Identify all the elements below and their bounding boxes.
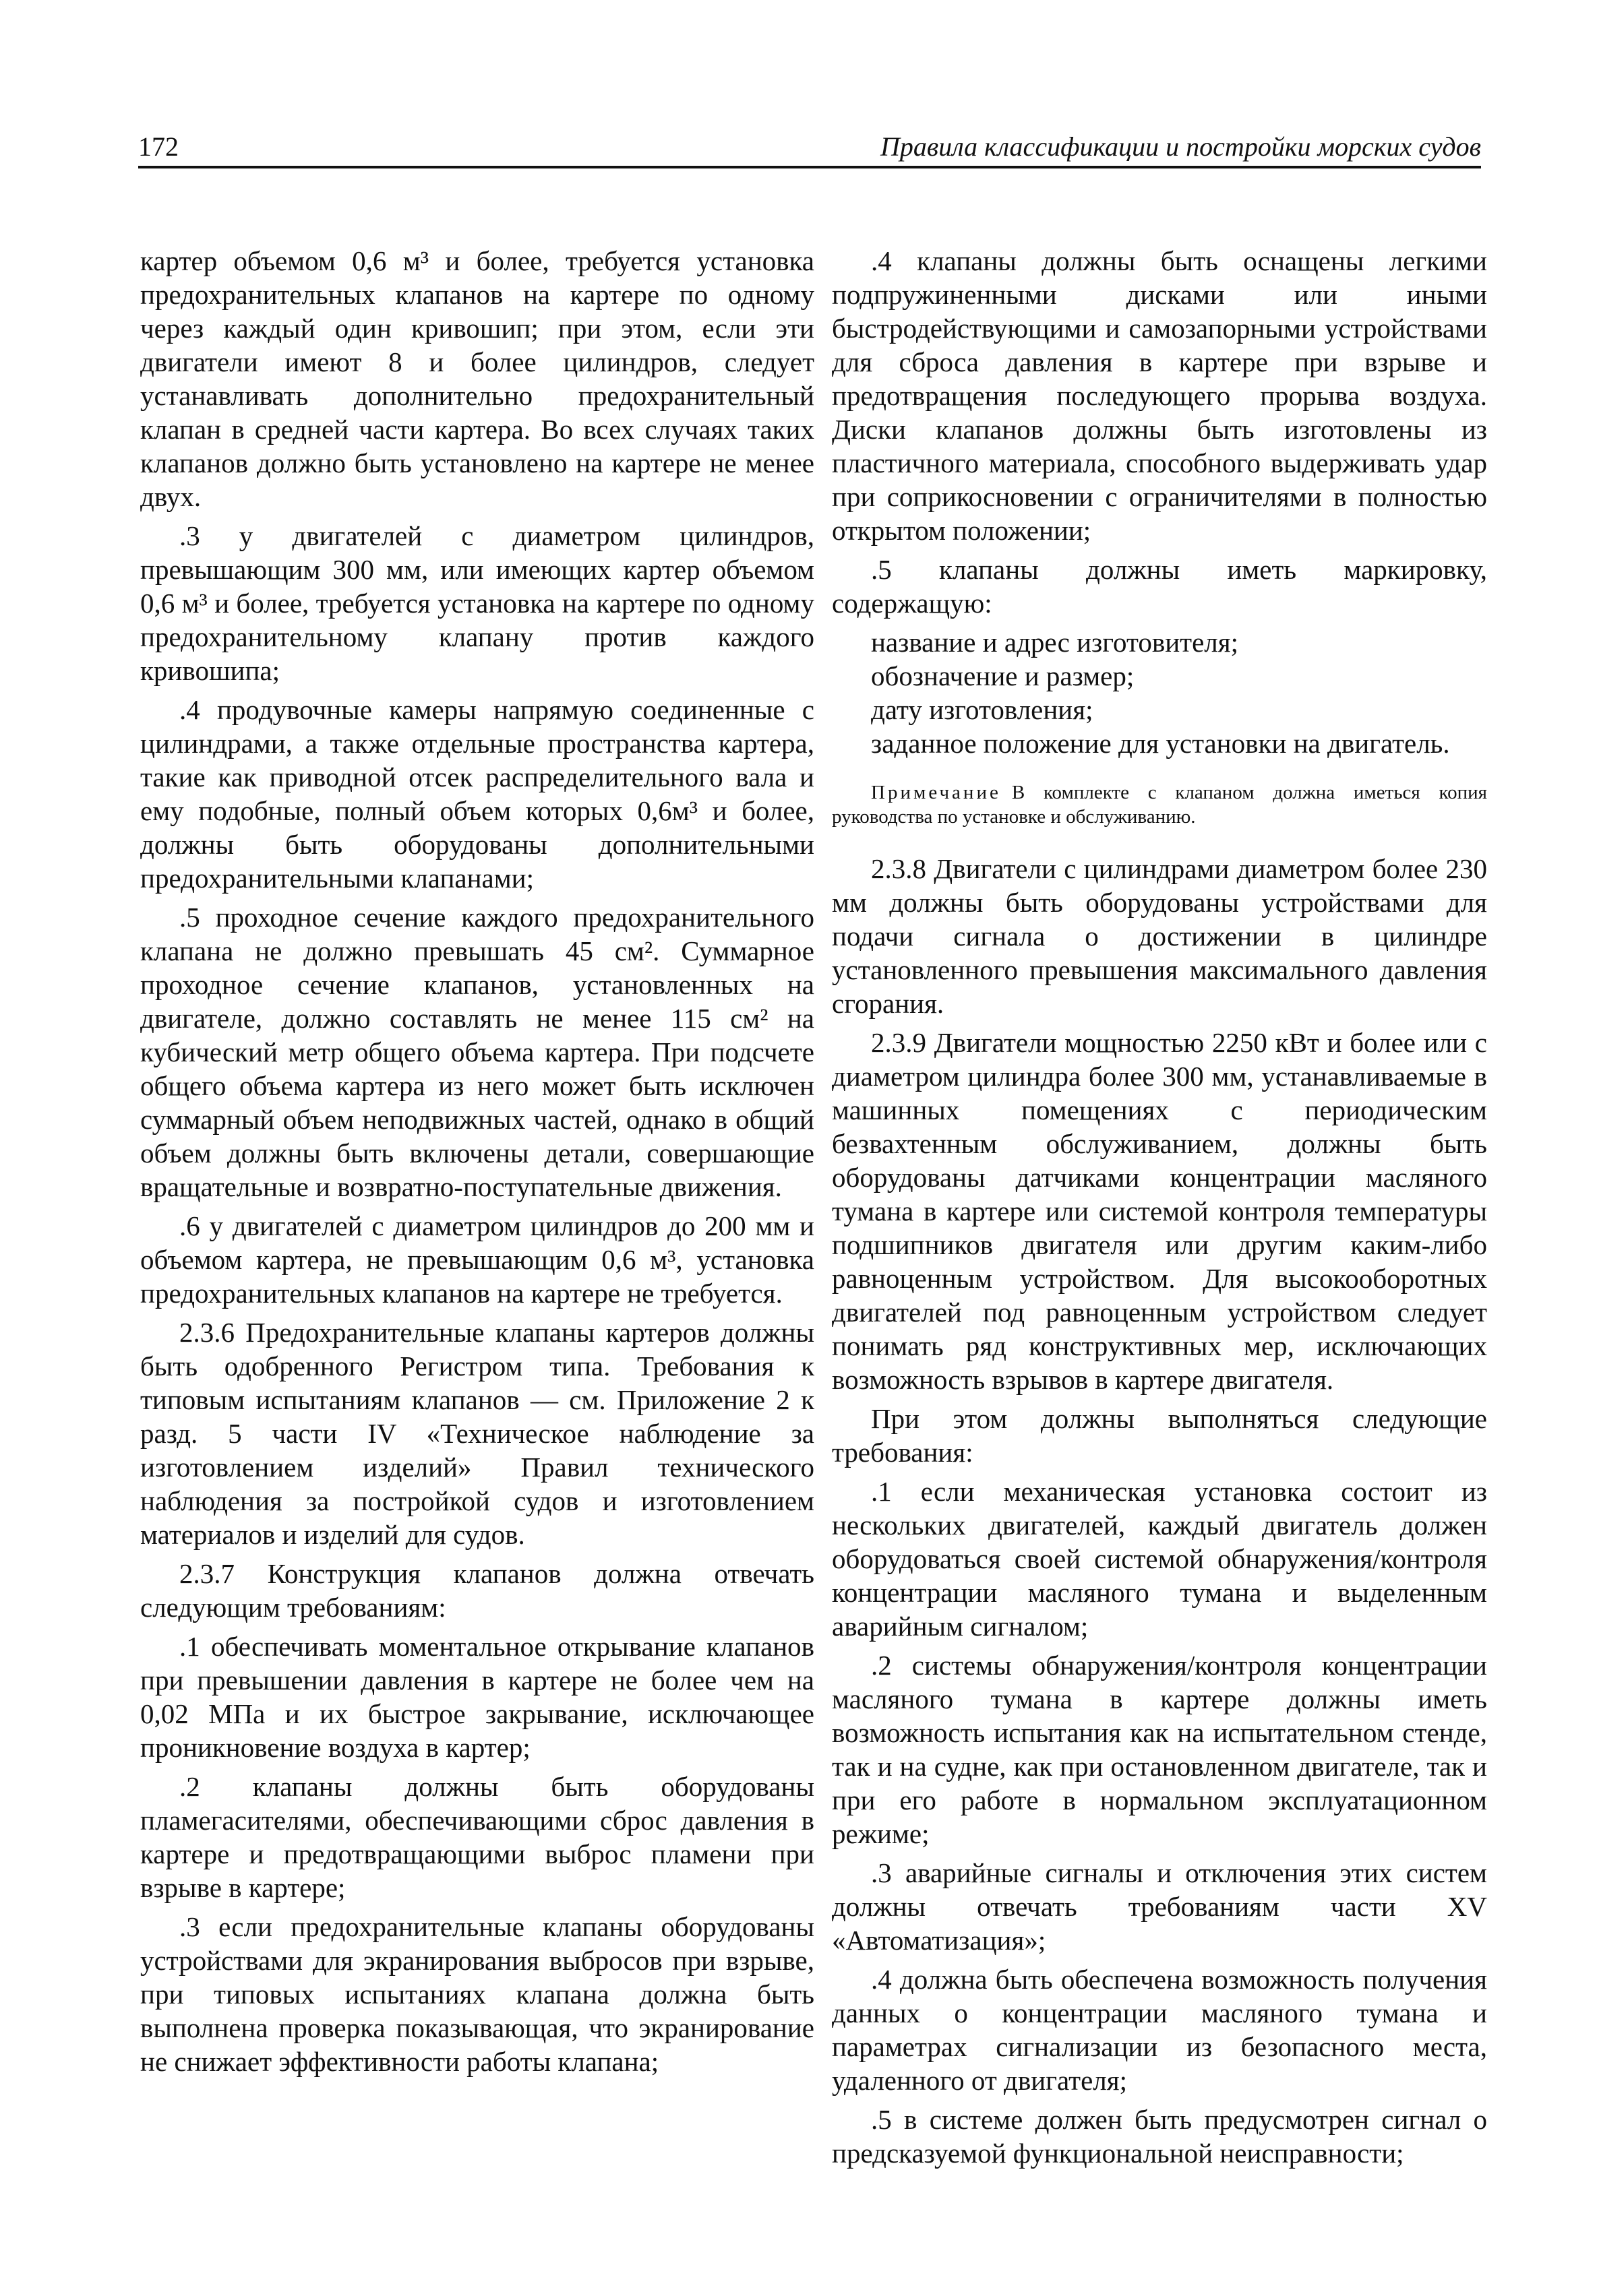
left-column bbox=[140, 244, 814, 2084]
right-column bbox=[832, 244, 1487, 2175]
note-label: Примечание bbox=[871, 782, 1001, 803]
paragraph: .3 аварийные сигналы и отключения этих систем должны отвечать требованиям части XV «Автоматизация»; bbox=[832, 1857, 1487, 1956]
running-header bbox=[138, 129, 1481, 166]
paragraph: 2.3.8 Двигатели с цилиндрами диаметром более 230 мм должны быть оборудованы устройствами для подачи сигнала о достижении в цилиндре установленного превышения максимального давления сгорания. bbox=[832, 853, 1487, 1019]
paragraph: .5 в системе должен быть предусмотрен сигнал о предсказуемой функциональной неисправности; bbox=[832, 2104, 1487, 2169]
paragraph: .2 системы обнаружения/контроля концентрации масляного тумана в картере должны иметь возможность испытания как на испытательном стенде, так и на судне, как при остановленном двигателе, так и при его работе в нормальном эксплуатационном режиме; bbox=[832, 1650, 1487, 1849]
paragraph: .3 у двигателей с диаметром цилиндров, превышающим 300 мм, или имеющих картер объемом 0,6 м³ и более, требуется установка на картере по одному предохранительному клапану против каждого кривошипа; bbox=[140, 520, 814, 686]
page-number: 172 bbox=[138, 131, 179, 162]
paragraph: картер объемом 0,6 м³ и более, требуется установка предохранительных клапанов на картере по одному через каждый один кривошип; при этом, если эти двигатели имеют 8 и более цилиндров, следует устанавливать дополнительно предохранительный клапан в средней части картера. Во всех случаях таких клапанов должно быть установлено на картере не менее двух. bbox=[140, 245, 814, 512]
paragraph: .3 если предохранительные клапаны оборудованы устройствами для экранирования выбросов при взрыве, при типовых испытаниях клапана должна быть выполнена проверка показывающая, что экранирование не снижает эффективности работы клапана; bbox=[140, 1911, 814, 2077]
list-item: дату изготовления; bbox=[871, 694, 1093, 725]
paragraph: .1 если механическая установка состоит из нескольких двигателей, каждый двигатель должен оборудоваться своей системой обнаружения/контроля концентрации масляного тумана и выделенным аварийным сигналом; bbox=[832, 1476, 1487, 1642]
paragraph: .2 клапаны должны быть оборудованы пламегасителями, обеспечивающими сброс давления в картере и предотвращающими выброс пламени при взрыве в картере; bbox=[140, 1771, 814, 1903]
paragraph: 2.3.6 Предохранительные клапаны картеров должны быть одобренного Регистром типа. Требования к типовым испытаниям клапанов — см. Приложение 2 к разд. 5 части IV «Техническое наблюдение за изготовлением изделий» Правил технического наблюдения за постройкой судов и изготовлением материалов и изделий для судов. bbox=[140, 1317, 814, 1550]
paragraph: .4 должна быть обеспечена возможность получения данных о концентрации масляного тумана и параметрах сигнализации из безопасного места, удаленного от двигателя; bbox=[832, 1964, 1487, 2096]
list-item: название и адрес изготовителя; bbox=[871, 627, 1238, 658]
paragraph: .6 у двигателей с диаметром цилиндров до 200 мм и объемом картера, не превышающим 0,6 м³, установка предохранительных клапанов на картере не требуется. bbox=[140, 1210, 814, 1309]
paragraph: .4 клапаны должны быть оснащены легкими подпружиненными дисками или иными быстродействующими и самозапорными устройствами для сброса давления в картере при взрыве и предотвращения последующего прорыва воздуха. Диски клапанов должны быть изготовлены из пластичного материала, способного выдерживать удар при соприкосновении с ограничителями в полностью открытом положении; bbox=[832, 245, 1487, 546]
paragraph: .1 обеспечивать моментальное открывание клапанов при превышении давления в картере не более чем на 0,02 МПа и их быстрое закрывание, исключающее проникновение воздуха в картер; bbox=[140, 1631, 814, 1763]
paragraph: При этом должны выполняться следующие требования: bbox=[832, 1403, 1487, 1468]
header-rule bbox=[138, 166, 1481, 168]
running-title: Правила классификации и постройки морских судов bbox=[880, 131, 1481, 162]
marking-list bbox=[832, 625, 1487, 760]
paragraph: 2.3.7 Конструкция клапанов должна отвечать следующим требованиям: bbox=[140, 1558, 814, 1623]
note bbox=[832, 780, 1487, 829]
list-item: заданное положение для установки на двигатель. bbox=[871, 728, 1450, 759]
list-item: обозначение и размер; bbox=[871, 660, 1135, 691]
paragraph: .5 клапаны должны иметь маркировку, содержащую: bbox=[832, 554, 1487, 619]
paragraph: .4 продувочные камеры напрямую соединенные с цилиндрами, а также отдельные пространства картера, такие как приводной отсек распределительного вала и ему подобные, полный объем которых 0,6м³ и более, должны быть оборудованы дополнительными предохранительными клапанами; bbox=[140, 694, 814, 894]
paragraph: .5 проходное сечение каждого предохранительного клапана не должно превышать 45 см². Суммарное проходное сечение клапанов, установленных на двигателе, должно составлять не менее 115 см² на кубический метр общего объема картера. При подсчете общего объема картера из него может быть исключен суммарный объем неподвижных частей, однако в общий объем должны быть включены детали, совершающие вращательные и возвратно-поступательные движения. bbox=[140, 902, 814, 1202]
note-text: В комплекте с клапаном должна иметься копия руководства по установке и обслуживанию. bbox=[832, 782, 1487, 828]
paragraph: 2.3.9 Двигатели мощностью 2250 кВт и более или с диаметром цилиндра более 300 мм, устанавливаемые в машинных помещениях с периодическим безвахтенным обслуживанием, должны быть оборудованы датчиками концентрации масляного тумана в картере или системой контроля температуры подшипников двигателя или другим каким-либо равноценным устройством. Для высокооборотных двигателей под равноценным устройством следует понимать ряд конструктивных мер, исключающих возможность взрывов в картере двигателя. bbox=[832, 1027, 1487, 1395]
